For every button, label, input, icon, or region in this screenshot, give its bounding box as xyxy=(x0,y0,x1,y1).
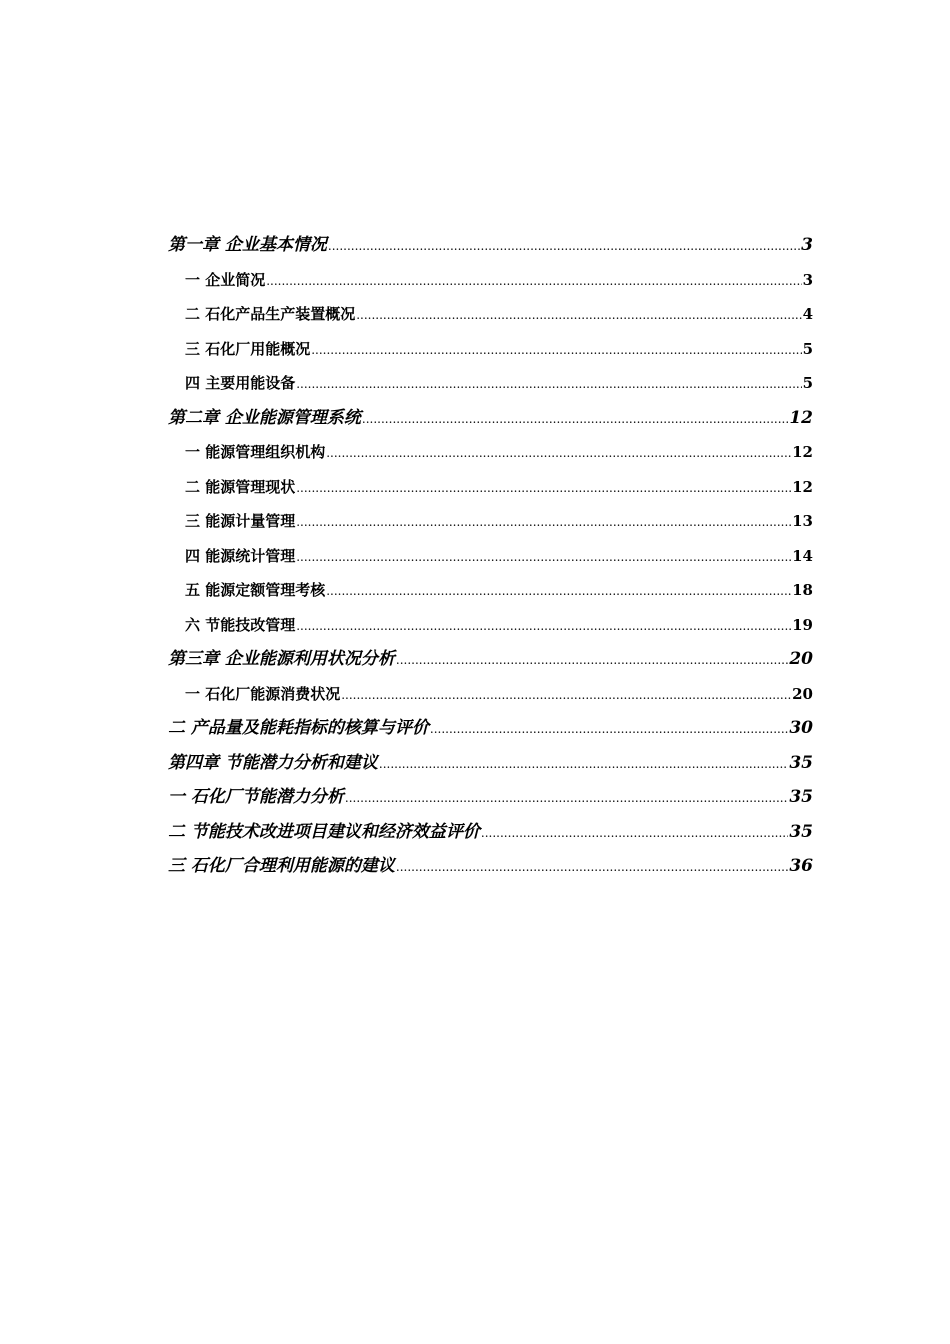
toc-entry-page: 20 xyxy=(789,649,813,669)
toc-entry-title: 三 石化厂合理利用能源的建议 xyxy=(168,856,395,876)
toc-entry[interactable] xyxy=(168,435,813,470)
toc-entry-page: 20 xyxy=(792,684,813,703)
toc-dot-leader xyxy=(326,436,791,471)
toc-entry-page: 30 xyxy=(789,718,813,738)
toc-entry[interactable] xyxy=(168,297,813,332)
toc-dot-leader xyxy=(296,609,791,644)
table-of-contents xyxy=(168,228,813,884)
toc-entry-title: 一 能源管理组织机构 xyxy=(185,443,326,461)
toc-entry[interactable] xyxy=(168,573,813,608)
toc-entry-title: 二 产品量及能耗指标的核算与评价 xyxy=(168,718,429,738)
toc-entry-title: 一 石化厂节能潜力分析 xyxy=(168,787,344,807)
toc-entry[interactable] xyxy=(168,608,813,643)
toc-entry[interactable] xyxy=(168,228,813,263)
toc-entry-title: 第二章 企业能源管理系统 xyxy=(168,407,361,428)
toc-dot-leader xyxy=(396,850,788,885)
toc-dot-leader xyxy=(326,574,791,609)
toc-entry-title: 二 能源管理现状 xyxy=(185,477,296,496)
toc-entry[interactable] xyxy=(168,470,813,505)
toc-entry-page: 36 xyxy=(789,856,813,876)
toc-entry[interactable] xyxy=(168,711,813,746)
toc-entry[interactable] xyxy=(168,677,813,712)
toc-entry-page: 35 xyxy=(789,752,813,773)
toc-entry[interactable] xyxy=(168,332,813,367)
toc-entry[interactable] xyxy=(168,642,813,677)
toc-entry-page: 5 xyxy=(802,339,813,358)
toc-dot-leader xyxy=(266,264,801,299)
toc-dot-leader xyxy=(311,333,801,368)
toc-entry-page: 12 xyxy=(792,443,813,461)
toc-dot-leader xyxy=(362,402,788,437)
toc-entry-title: 六 节能技改管理 xyxy=(185,615,296,634)
toc-dot-leader xyxy=(296,540,791,575)
toc-entry-title: 一 石化厂能源消费状况 xyxy=(185,684,341,703)
toc-entry-title: 第四章 节能潜力分析和建议 xyxy=(168,752,378,773)
toc-entry-page: 3 xyxy=(802,270,813,289)
toc-entry-page: 12 xyxy=(789,407,813,428)
toc-entry-page: 13 xyxy=(792,512,813,530)
toc-entry[interactable] xyxy=(168,263,813,298)
toc-entry-page: 18 xyxy=(792,581,813,599)
toc-entry[interactable] xyxy=(168,504,813,539)
toc-dot-leader xyxy=(296,367,801,402)
toc-dot-leader xyxy=(296,505,791,540)
toc-dot-leader xyxy=(430,712,788,747)
toc-dot-leader xyxy=(296,471,791,506)
toc-entry-page: 35 xyxy=(789,787,813,807)
toc-entry-title: 第一章 企业基本情况 xyxy=(168,235,327,255)
toc-entry[interactable] xyxy=(168,401,813,436)
toc-dot-leader xyxy=(345,781,788,816)
toc-entry[interactable] xyxy=(168,780,813,815)
toc-dot-leader xyxy=(341,678,791,713)
toc-entry-title: 第三章 企业能源利用状况分析 xyxy=(168,649,395,669)
toc-entry[interactable] xyxy=(168,815,813,850)
toc-entry-page: 5 xyxy=(802,374,813,392)
toc-entry-title: 四 能源统计管理 xyxy=(185,546,296,565)
toc-dot-leader xyxy=(481,816,788,851)
toc-entry-page: 35 xyxy=(789,821,813,842)
toc-entry-page: 4 xyxy=(802,305,813,323)
toc-entry-title: 四 主要用能设备 xyxy=(185,374,296,392)
toc-dot-leader xyxy=(328,229,800,264)
toc-entry-title: 二 石化产品生产装置概况 xyxy=(185,305,356,323)
toc-entry-title: 五 能源定额管理考核 xyxy=(185,581,326,599)
toc-entry-page: 3 xyxy=(801,235,813,255)
toc-dot-leader xyxy=(379,747,788,782)
toc-entry-page: 12 xyxy=(792,477,813,496)
toc-dot-leader xyxy=(396,643,788,678)
toc-entry-page: 19 xyxy=(792,615,813,634)
toc-entry[interactable] xyxy=(168,746,813,781)
toc-entry[interactable] xyxy=(168,539,813,574)
toc-entry[interactable] xyxy=(168,366,813,401)
toc-entry-page: 14 xyxy=(792,546,813,565)
toc-entry-title: 三 能源计量管理 xyxy=(185,512,296,530)
toc-entry-title: 三 石化厂用能概况 xyxy=(185,339,311,358)
toc-dot-leader xyxy=(356,298,801,333)
toc-entry-title: 二 节能技术改进项目建议和经济效益评价 xyxy=(168,821,480,842)
toc-entry-title: 一 企业简况 xyxy=(185,270,266,289)
toc-entry[interactable] xyxy=(168,849,813,884)
